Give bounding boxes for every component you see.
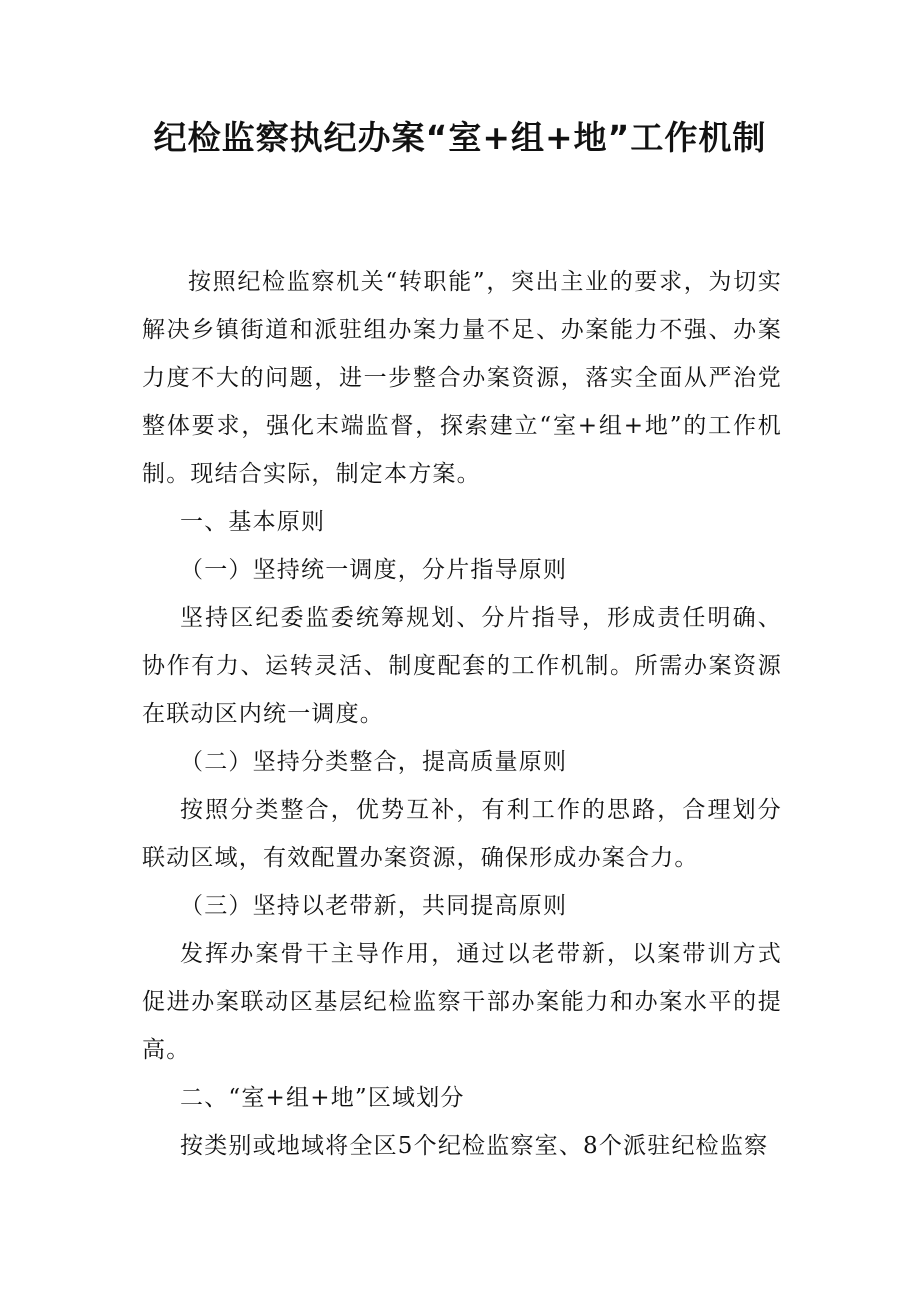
section-heading-basic-principles: 一、基本原则 [180, 509, 326, 535]
subheading-principle-1: （一）坚持统一调度，分片指导原则 [180, 557, 568, 583]
document-body [142, 258, 782, 1170]
region-division-paragraph: 按类别或地域将全区5个纪检监察室、8个派驻纪检监察 [180, 1133, 769, 1159]
intro-paragraph: 按照纪检监察机关“转职能”，突出主业的要求，为切实解决乡镇街道和派驻组办案力量不足、办案能力不强、办案力度不大的问题，进一步整合办案资源，落实全面从严治党整体要求，强化末端监督，探索建立“室+组+地”的工作机制。现结合实际，制定本方案。 [142, 269, 782, 487]
subheading-principle-2: （二）坚持分类整合，提高质量原则 [180, 749, 568, 775]
principle-2-paragraph: 按照分类整合，优势互补，有利工作的思路，合理划分联动区域，有效配置办案资源，确保形成办案合力。 [142, 797, 782, 871]
principle-1-paragraph: 坚持区纪委监委统筹规划、分片指导，形成责任明确、协作有力、运转灵活、制度配套的工作机制。所需办案资源在联动区内统一调度。 [142, 605, 782, 727]
section-heading-region-division: 二、“室+组+地”区域划分 [180, 1085, 465, 1111]
document-title: 纪检监察执纪办案“室+组+地”工作机制 [153, 118, 767, 157]
subheading-principle-3: （三）坚持以老带新，共同提高原则 [180, 893, 568, 919]
principle-3-paragraph: 发挥办案骨干主导作用，通过以老带新，以案带训方式促进办案联动区基层纪检监察干部办案能力和办案水平的提高。 [142, 941, 782, 1063]
